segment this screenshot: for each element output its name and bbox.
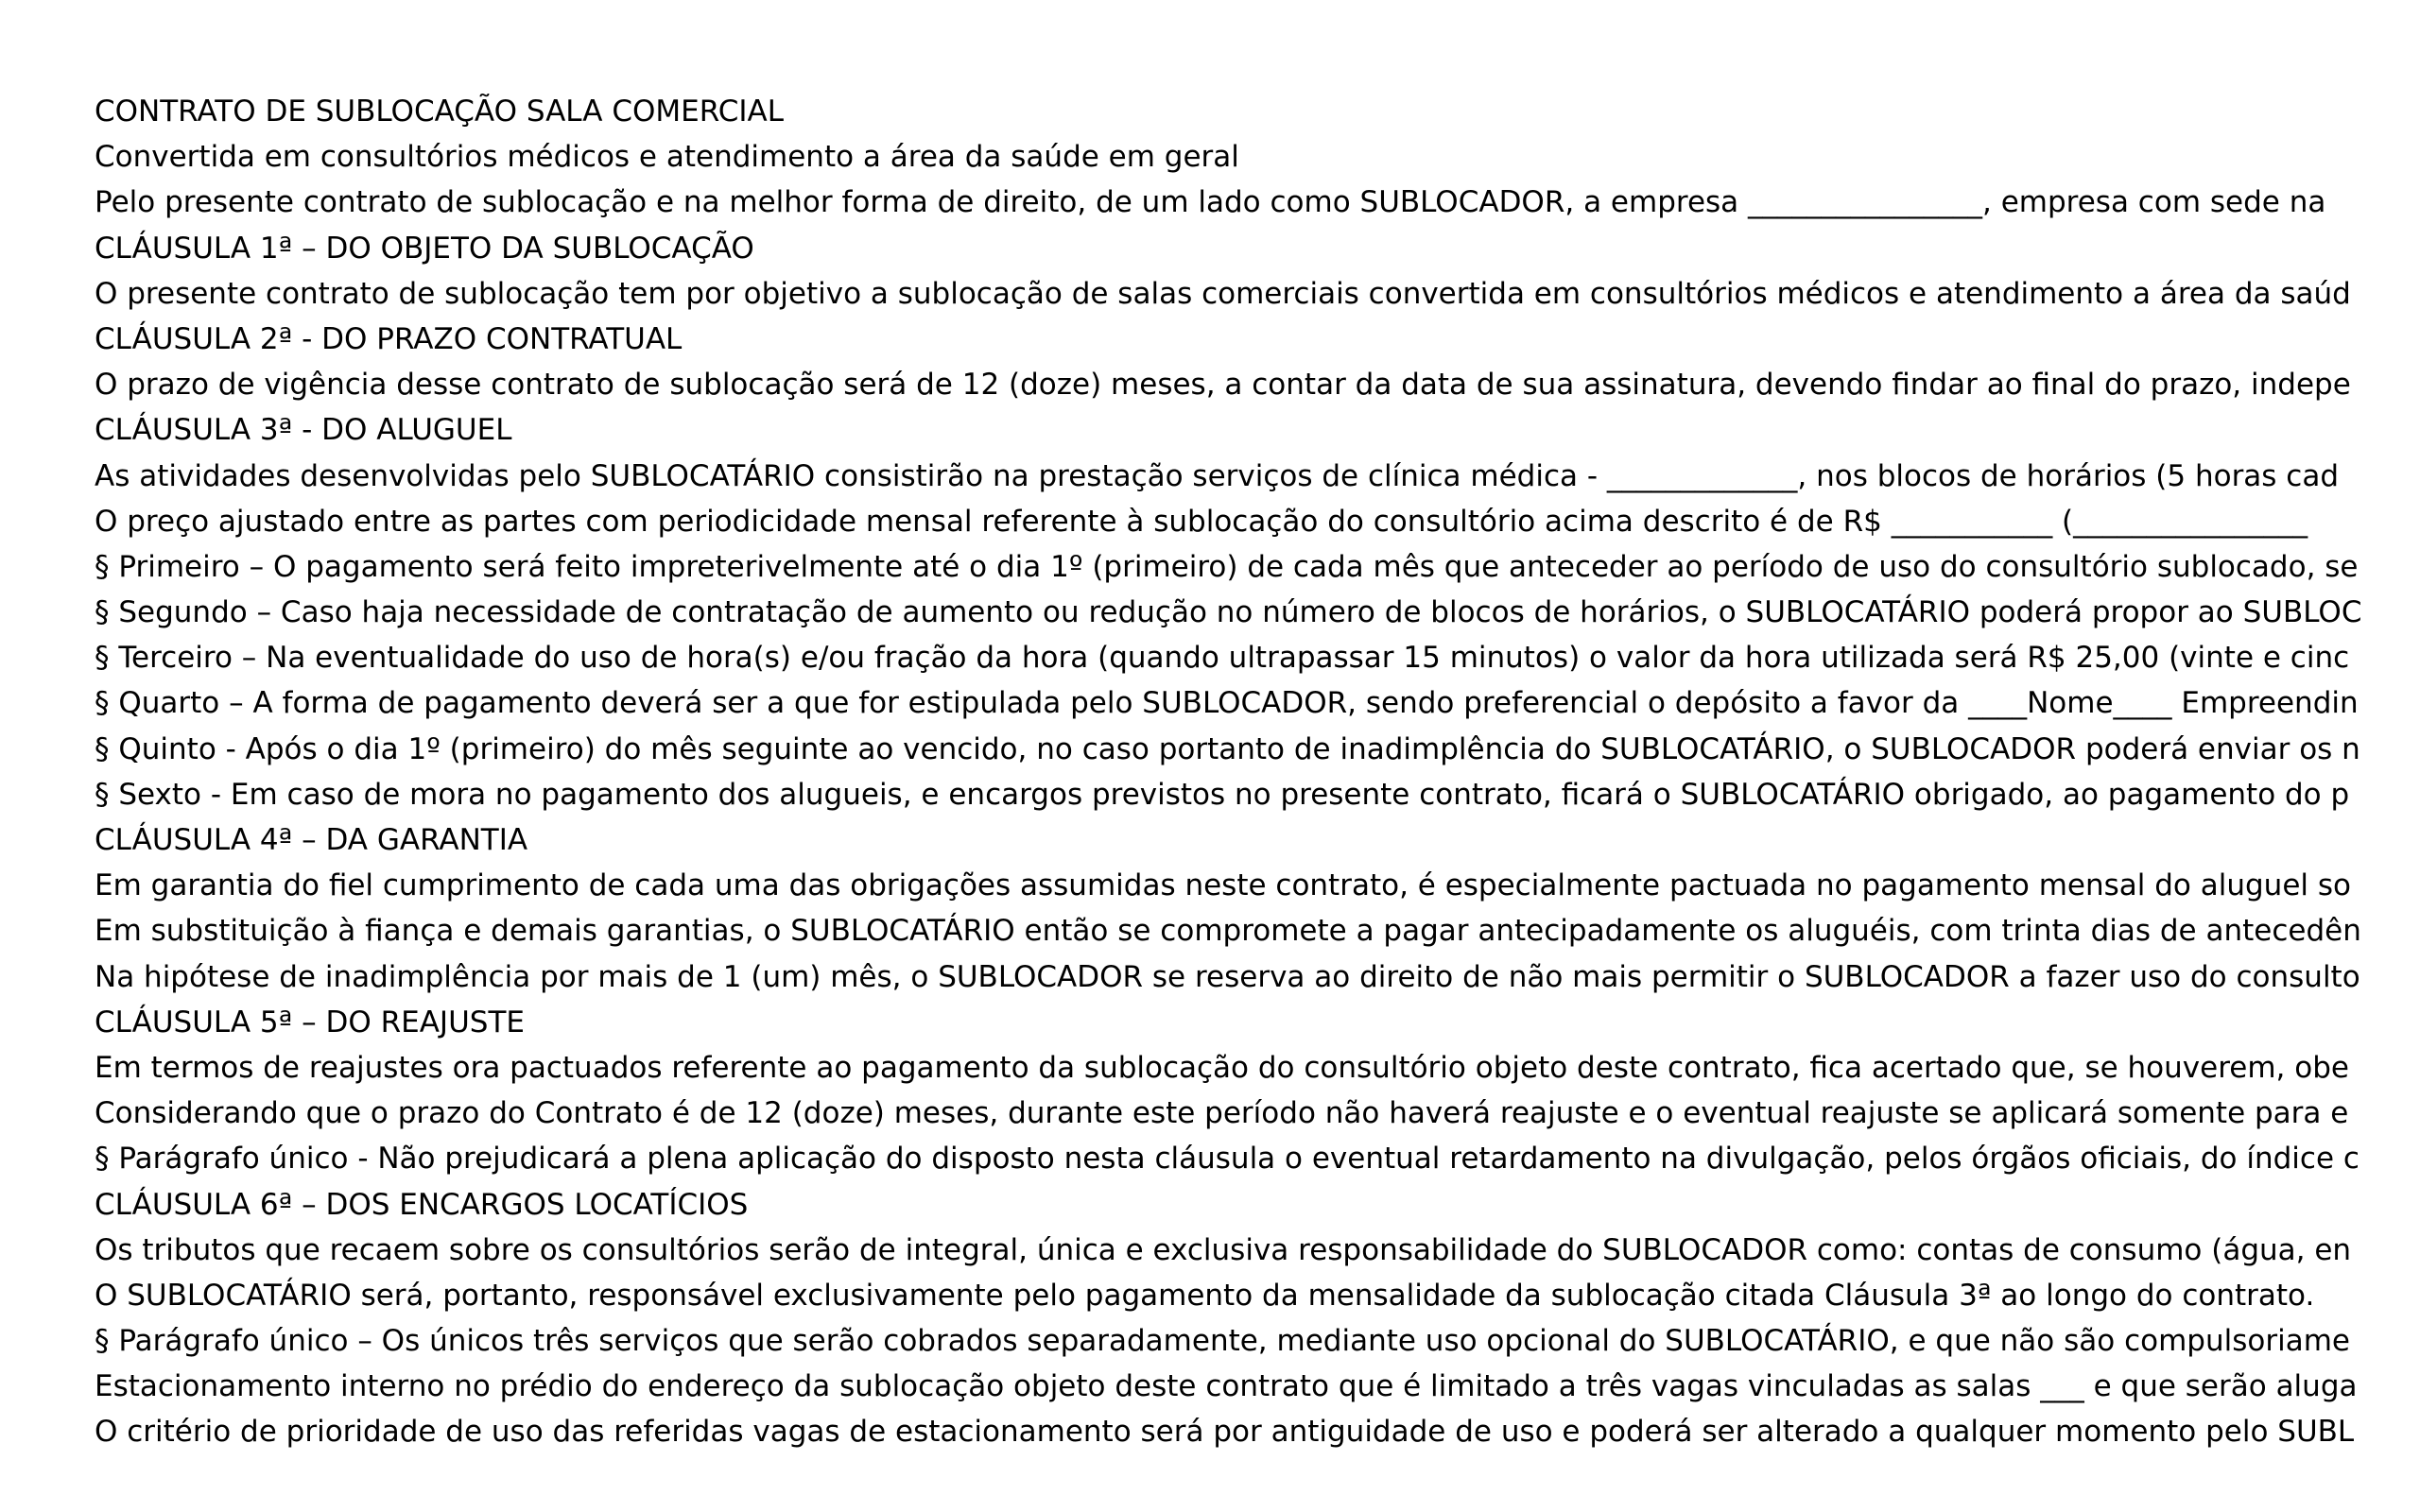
clause-5-paragraph-2: Considerando que o prazo do Contrato é de 12 (doze) meses, durante este período não haverá reajuste e o eventual reajuste se aplicará somente para e — [95, 1096, 2349, 1131]
document-title: CONTRATO DE SUBLOCAÇÃO SALA COMERCIAL — [95, 94, 784, 129]
clause-3-heading: CLÁUSULA 3ª - DO ALUGUEL — [95, 413, 512, 448]
clause-3-paragraph-2: O preço ajustado entre as partes com periodicidade mensal referente à sublocação do consultório acima descrito é de R$ ___________ (________________ — [95, 504, 2308, 539]
intro-paragraph: Pelo presente contrato de sublocação e na melhor forma de direito, de um lado como SUBLOCADOR, a empresa ________________, empresa com sede na — [95, 185, 2326, 220]
clause-6-heading: CLÁUSULA 6ª – DOS ENCARGOS LOCATÍCIOS — [95, 1187, 749, 1222]
clause-6-single-paragraph: § Parágrafo único – Os únicos três serviços que serão cobrados separadamente, mediante uso opcional do SUBLOCATÁRIO, e que não são compulsoriame — [95, 1324, 2350, 1359]
document-subtitle: Convertida em consultórios médicos e atendimento a área da saúde em geral — [95, 140, 1239, 175]
clause-3-section-4: § Quarto – A forma de pagamento deverá ser a que for estipulada pelo SUBLOCADOR, sendo preferencial o depósito a favor da ____Nome____ Empreendin — [95, 686, 2359, 721]
clause-3-paragraph-1: As atividades desenvolvidas pelo SUBLOCATÁRIO consistirão na prestação serviços de clínica médica - _____________, nos blocos de horários (5 horas cad — [95, 458, 2340, 493]
clause-5-paragraph-1: Em termos de reajustes ora pactuados referente ao pagamento da sublocação do consultório objeto deste contrato, fica acertado que, se houverem, obe — [95, 1050, 2349, 1085]
clause-5-heading: CLÁUSULA 5ª – DO REAJUSTE — [95, 1005, 525, 1040]
clause-4-paragraph-2: Em substituição à fiança e demais garantias, o SUBLOCATÁRIO então se compromete a pagar antecipadamente os aluguéis, com trinta dias de antecedên — [95, 914, 2361, 949]
clause-5-single-paragraph: § Parágrafo único - Não prejudicará a plena aplicação do disposto nesta cláusula o eventual retardamento na divulgação, pelos órgãos oficiais, do índice c — [95, 1142, 2360, 1177]
clause-1-paragraph: O presente contrato de sublocação tem por objetivo a sublocação de salas comerciais convertida em consultórios médicos e atendimento a área da saúd — [95, 276, 2351, 311]
clause-6-paragraph-1: Os tributos que recaem sobre os consultórios serão de integral, única e exclusiva responsabilidade do SUBLOCADOR como: contas de consumo (água, en — [95, 1232, 2352, 1267]
contract-text — [95, 89, 2420, 1455]
clause-3-section-5: § Quinto - Após o dia 1º (primeiro) do mês seguinte ao vencido, no caso portanto de inadimplência do SUBLOCATÁRIO, o SUBLOCADOR poderá enviar os n — [95, 731, 2360, 766]
clause-6-parking-paragraph: Estacionamento interno no prédio do endereço da sublocação objeto deste contrato que é limitado a três vagas vinculadas as salas ___ e que serão aluga — [95, 1369, 2358, 1404]
clause-3-section-6: § Sexto - Em caso de mora no pagamento dos alugueis, e encargos previstos no presente contrato, ficará o SUBLOCATÁRIO obrigado, ao pagamento do p — [95, 777, 2350, 812]
clause-2-heading: CLÁUSULA 2ª - DO PRAZO CONTRATUAL — [95, 321, 683, 356]
clause-2-paragraph: O prazo de vigência desse contrato de sublocação será de 12 (doze) meses, a contar da data de sua assinatura, devendo findar ao final do prazo, indepe — [95, 368, 2351, 403]
clause-4-paragraph-1: Em garantia do fiel cumprimento de cada uma das obrigações assumidas neste contrato, é especialmente pactuada no pagamento mensal do aluguel so — [95, 868, 2351, 903]
clause-3-section-2: § Segundo – Caso haja necessidade de contratação de aumento ou redução no número de blocos de horários, o SUBLOCATÁRIO poderá propor ao SUBLOC — [95, 595, 2362, 630]
clause-3-section-1: § Primeiro – O pagamento será feito impreterivelmente até o dia 1º (primeiro) de cada mês que anteceder ao período de uso do consultório sublocado, se — [95, 549, 2359, 584]
clause-1-heading: CLÁUSULA 1ª – DO OBJETO DA SUBLOCAÇÃO — [95, 231, 754, 266]
clause-3-section-3: § Terceiro – Na eventualidade do uso de hora(s) e/ou fração da hora (quando ultrapassar 15 minutos) o valor da hora utilizada será R$ 25,00 (vinte e cinc — [95, 641, 2350, 676]
clause-4-heading: CLÁUSULA 4ª – DA GARANTIA — [95, 823, 528, 857]
clause-6-paragraph-2: O SUBLOCATÁRIO será, portanto, responsável exclusivamente pelo pagamento da mensalidade da sublocação citada Cláusula 3ª ao longo do contrato. — [95, 1278, 2315, 1313]
clause-4-paragraph-3: Na hipótese de inadimplência por mais de 1 (um) mês, o SUBLOCADOR se reserva ao direito de não mais permitir o SUBLOCADOR a fazer uso do consulto — [95, 959, 2360, 994]
clause-6-priority-paragraph: O critério de prioridade de uso das referidas vagas de estacionamento será por antiguidade de uso e poderá ser alterado a qualquer momento pelo SUBL — [95, 1415, 2355, 1450]
